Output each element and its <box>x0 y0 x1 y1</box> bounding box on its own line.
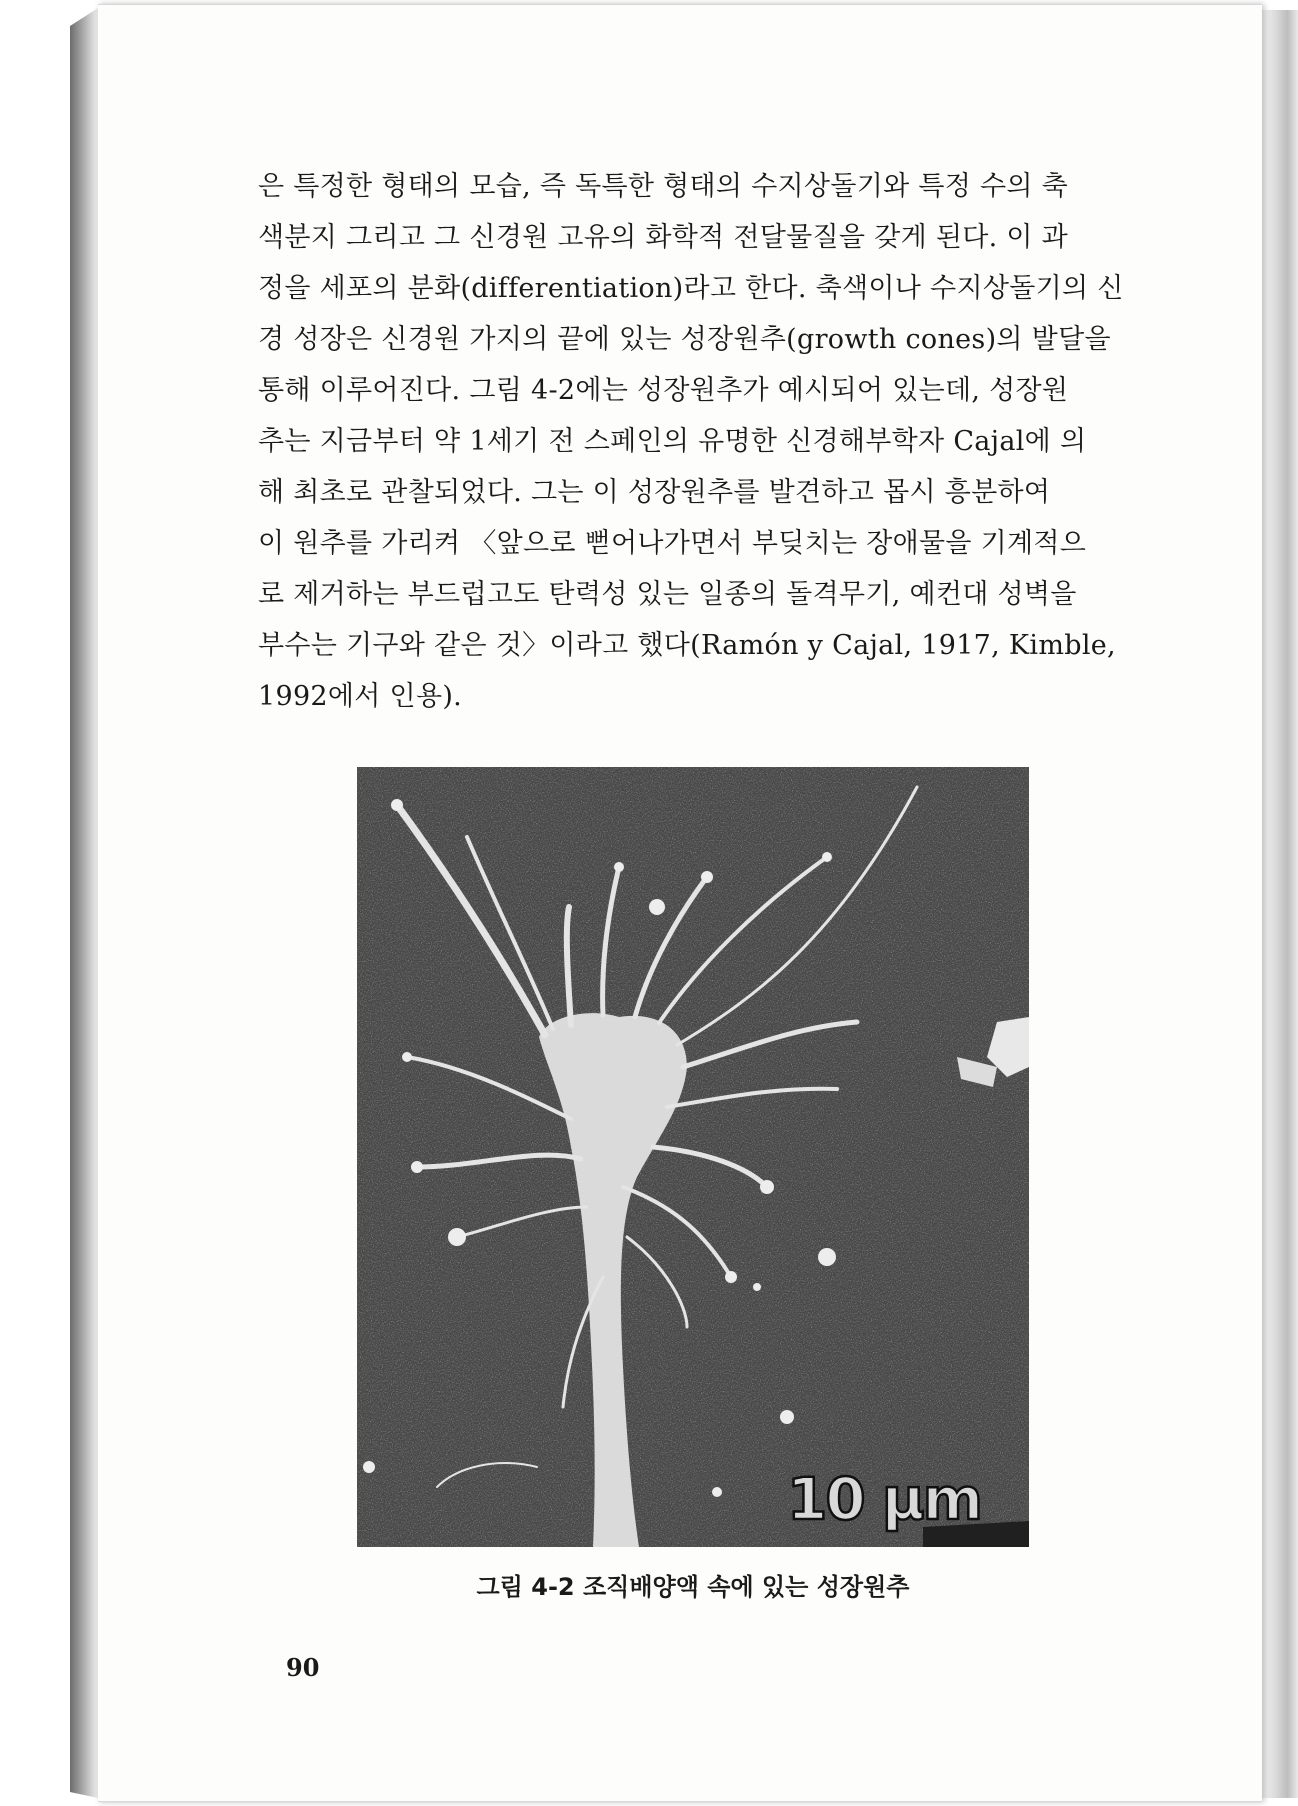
body-line: 이 원추를 가리켜 〈앞으로 뻗어나가면서 부딪치는 장애물을 기계적으 <box>258 528 1087 559</box>
figure-caption: 그림 4-2 조직배양액 속에 있는 성장원추 <box>476 1573 910 1601</box>
growth-cone-micrograph <box>357 767 1029 1547</box>
body-line: 색분지 그리고 그 신경원 고유의 화학적 전달물질을 갖게 된다. 이 과 <box>258 222 1069 253</box>
body-line: 추는 지금부터 약 1세기 전 스페인의 유명한 신경해부학자 Cajal에 의 <box>258 426 1087 457</box>
body-text <box>258 161 1258 722</box>
page-number: 90 <box>286 1653 320 1682</box>
body-line: 정을 세포의 분화(differentiation)라고 한다. 축색이나 수지상돌기의 신 <box>258 273 1124 304</box>
body-line: 로 제거하는 부드럽고도 탄력성 있는 일종의 돌격무기, 예컨대 성벽을 <box>258 579 1077 610</box>
body-line: 해 최초로 관찰되었다. 그는 이 성장원추를 발견하고 몹시 흥분하여 <box>258 477 1051 508</box>
body-line: 부수는 기구와 같은 것〉이라고 했다(Ramón y Cajal, 1917, Kimble, <box>258 630 1116 661</box>
body-line: 경 성장은 신경원 가지의 끝에 있는 성장원추(growth cones)의 발달을 <box>258 324 1111 355</box>
scale-bar-label: 10 µm <box>787 1465 982 1533</box>
body-line: 1992에서 인용). <box>258 681 463 712</box>
spine-edge <box>70 8 98 1798</box>
page <box>98 4 1262 1802</box>
body-line: 통해 이루어진다. 그림 4-2에는 성장원추가 예시되어 있는데, 성장원 <box>258 375 1069 406</box>
page-stack-edge <box>1262 10 1298 1798</box>
micrograph-illustration <box>357 767 1029 1547</box>
body-line: 은 특정한 형태의 모습, 즉 독특한 형태의 수지상돌기와 특정 수의 축 <box>258 171 1069 202</box>
